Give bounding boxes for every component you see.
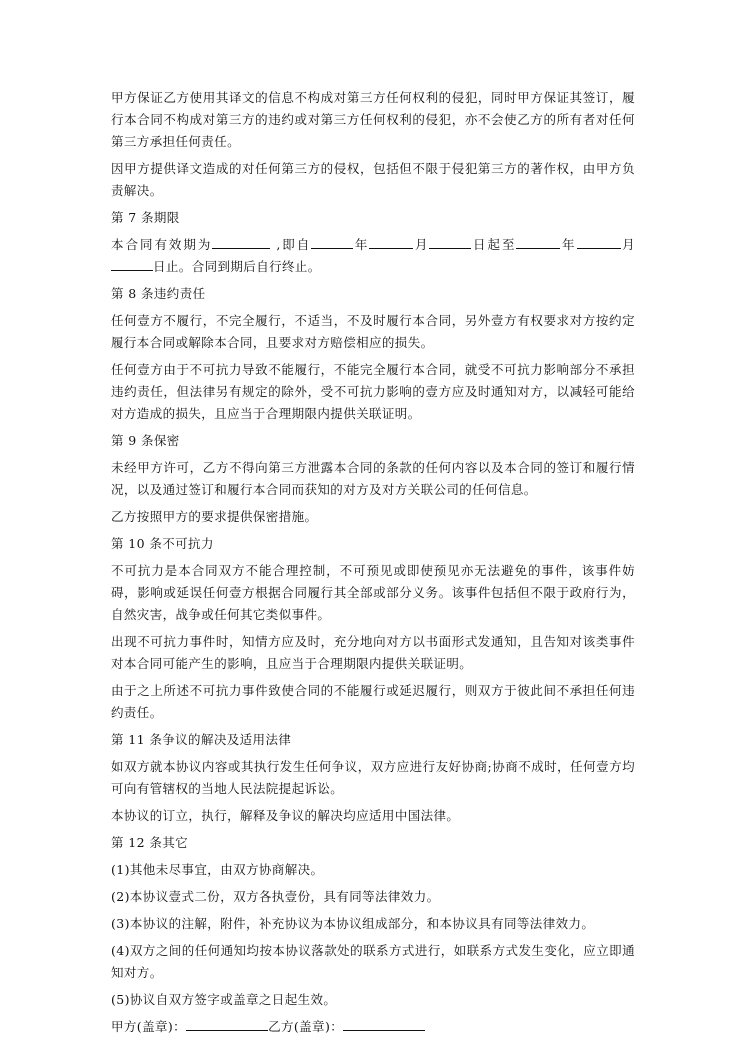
- blank-end-day: [111, 256, 153, 271]
- blank-duration: [212, 234, 270, 249]
- paragraph: 出现不可抗力事件时，知情方应及时，充分地向对方以书面形式发通知，且告知对该类事件对本合同可能产生的影响，且应当于合理期限内提供关联证明。: [111, 634, 635, 671]
- paragraph: 如双方就本协议内容或其执行发生任何争议，双方应进行友好协商;协商不成时，任何壹方均可向有管辖权的当地人民法院提起诉讼。: [111, 759, 635, 796]
- paragraph: 不可抗力是本合同双方不能合理控制，不可预见或即使预见亦无法避免的事件，该事件妨碍，影响或延误任何壹方根据合同履行其全部或部分义务。该事件包括但不限于政府行为，自然灾害，战争或任何其它类似事件。: [111, 563, 635, 622]
- paragraph: 乙方按照甲方的要求提供保密措施。: [111, 509, 318, 524]
- signature-line: [111, 1016, 635, 1038]
- blank-end-year: [516, 234, 560, 249]
- blank-start-day: [429, 234, 471, 249]
- paragraph: 本协议的订立，执行，解释及争议的解决均应适用中国法律。: [111, 808, 460, 823]
- paragraph: 因甲方提供译文造成的对任何第三方的侵权，包括但不限于侵犯第三方的著作权，由甲方负责解决。: [111, 161, 635, 198]
- list-item: (2)本协议壹式二份，双方各执壹份，具有同等法律效力。: [111, 889, 440, 904]
- term-text: 月: [413, 237, 430, 252]
- blank-start-year: [311, 234, 353, 249]
- paragraph: 未经甲方许可，乙方不得向第三方泄露本合同的条款的任何内容以及本合同的签订和履行情况，以及通过签订和履行本合同而获知的对方及对方关联公司的任何信息。: [111, 460, 635, 497]
- list-item: (1)其他未尽事宜，由双方协商解决。: [111, 862, 324, 877]
- party-a-seal-label: 甲方(盖章)：: [111, 1019, 187, 1034]
- paragraph: 甲方保证乙方使用其译文的信息不构成对第三方任何权利的侵犯，同时甲方保证其签订，履行本合同不构成对第三方的违约或对第三方任何权利的侵犯，亦不会使乙方的所有者对任何第三方承担任何责任。: [111, 90, 635, 149]
- party-b-seal-label: 乙方(盖章)：: [268, 1019, 344, 1034]
- paragraph: 由于之上所述不可抗力事件致使合同的不能履行或延迟履行，则双方于彼此间不承担任何违约责任。: [111, 683, 635, 720]
- section-heading-12: 第 12 条其它: [111, 835, 189, 850]
- list-item: (4)双方之间的任何通知均按本协议落款处的联系方式进行，如联系方式发生变化，应立即通知对方。: [111, 943, 635, 980]
- term-text: 年: [353, 237, 370, 252]
- blank-end-month: [577, 234, 621, 249]
- party-a-seal-blank: [186, 1016, 268, 1031]
- term-text: 年: [560, 237, 577, 252]
- term-text: 月: [620, 237, 636, 252]
- term-text: ,即自: [270, 237, 312, 252]
- term-text: 本合同有效期为: [111, 237, 213, 252]
- section-heading-11: 第 11 条争议的解决及适用法律: [111, 732, 292, 747]
- term-text: 日止。合同到期后自行终止。: [153, 259, 321, 274]
- list-item: (3)本协议的注解，附件，补充协议为本协议组成部分，和本协议具有同等法律效力。: [111, 916, 595, 931]
- term-paragraph: [111, 234, 635, 278]
- section-heading-10: 第 10 条不可抗力: [111, 536, 214, 551]
- section-heading-8: 第 8 条违约责任: [111, 286, 206, 301]
- term-text: 日起至: [471, 237, 517, 252]
- section-heading-9: 第 9 条保密: [111, 433, 180, 448]
- party-b-seal-blank: [343, 1016, 425, 1031]
- paragraph: 任何壹方不履行，不完全履行，不适当，不及时履行本合同，另外壹方有权要求对方按约定履行本合同或解除本合同，且要求对方赔偿相应的损失。: [111, 313, 635, 350]
- document-body: [111, 87, 635, 1043]
- paragraph: 任何壹方由于不可抗力导致不能履行，不能完全履行本合同，就受不可抗力影响部分不承担违约责任，但法律另有规定的除外，受不可抗力影响的壹方应及时通知对方，以减轻可能给对方造成的损失，且应当于合理期限内提供关联证明。: [111, 362, 635, 421]
- blank-start-month: [369, 234, 413, 249]
- section-heading-7: 第 7 条期限: [111, 210, 180, 225]
- list-item: (5)协议自双方签字或盖章之日起生效。: [111, 992, 337, 1007]
